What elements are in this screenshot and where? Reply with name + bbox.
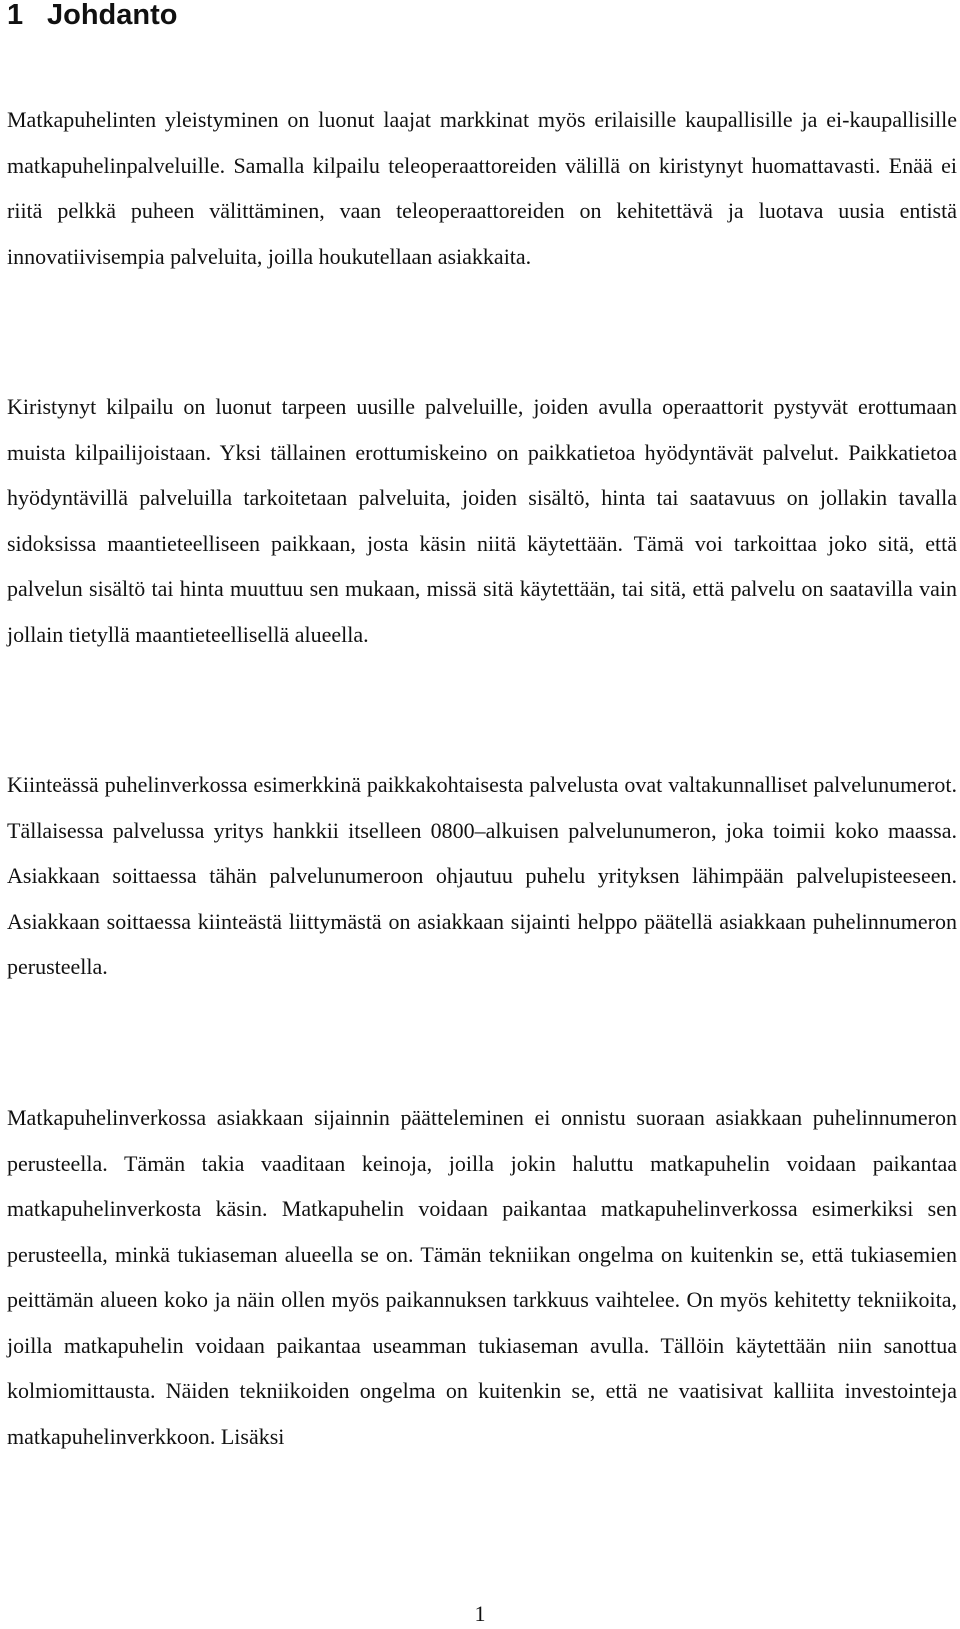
paragraph: Kiinteässä puhelinverkossa esimerkkinä paikkakohtaisesta palvelusta ovat valtakunnalliset palvelunumerot. Tällaisessa palvelussa yritys hankkii itselleen 0800–alkuisen palvelunumeron, joka toimii koko maassa. Asiakkaan soittaessa tähän palvelunumeroon ohjautuu puhelu yrityksen lähimpään palvelupisteeseen. Asiakkaan soittaessa kiinteästä liittymästä on asiakkaan sijainti helppo päätellä asiakkaan puhelinnumeron perusteella. bbox=[7, 772, 957, 979]
paragraph: Kiristynyt kilpailu on luonut tarpeen uusille palveluille, joiden avulla operaattorit pystyvät erottumaan muista kilpailijoistaan. Yksi tällainen erottumiskeino on paikkatietoa hyödyntävät palvelut. Paikkatietoa hyödyntävillä palveluilla tarkoitetaan palveluita, joiden sisältö, hinta tai saatavuus on jollakin tavalla sidoksissa maantieteelliseen paikkaan, josta käsin niitä käytettään. Tämä voi tarkoittaa joko sitä, että palvelun sisältö tai hinta muuttuu sen mukaan, missä sitä käytettään, tai sitä, että palvelu on saatavilla vain jollain tietyllä maantieteellisellä alueella. bbox=[7, 394, 957, 647]
chapter-number: 1 bbox=[7, 0, 24, 31]
paragraph: Matkapuhelinten yleistyminen on luonut laajat markkinat myös erilaisille kaupallisille ja ei-kaupallisille matkapuhelinpalveluille. Samalla kilpailu teleoperaattoreiden välillä on kiristynyt huomattavasti. Enää ei riitä pelkkä puheen välittäminen, vaan teleoperaattoreiden on kehitettävä ja luotava uusia entistä innovatiivisempia palveluita, joilla houkutellaan asiakkaita. bbox=[7, 107, 957, 269]
chapter-title: Johdanto bbox=[47, 0, 178, 31]
chapter-heading bbox=[7, 0, 178, 32]
paragraph: Matkapuhelinverkossa asiakkaan sijainnin päätteleminen ei onnistu suoraan asiakkaan puhelinnumeron perusteella. Tämän takia vaaditaan keinoja, joilla jokin haluttu matkapuhelin voidaan paikantaa matkapuhelinverkosta käsin. Matkapuhelin voidaan paikantaa matkapuhelinverkossa esimerkiksi sen perusteella, minkä tukiaseman alueella se on. Tämän tekniikan ongelma on kuitenkin se, että tukiasemien peittämän alueen koko ja näin ollen myös paikannuksen tarkkuus vaihtelee. On myös kehitetty tekniikoita, joilla matkapuhelin voidaan paikantaa useamman tukiaseman avulla. Tällöin käytettään niin sanottua kolmiomittausta. Näiden tekniikoiden ongelma on kuitenkin se, että ne vaatisivat kalliita investointeja matkapuhelinverkkoon. Lisäksi bbox=[7, 1105, 957, 1449]
page-number: 1 bbox=[474, 1601, 486, 1626]
